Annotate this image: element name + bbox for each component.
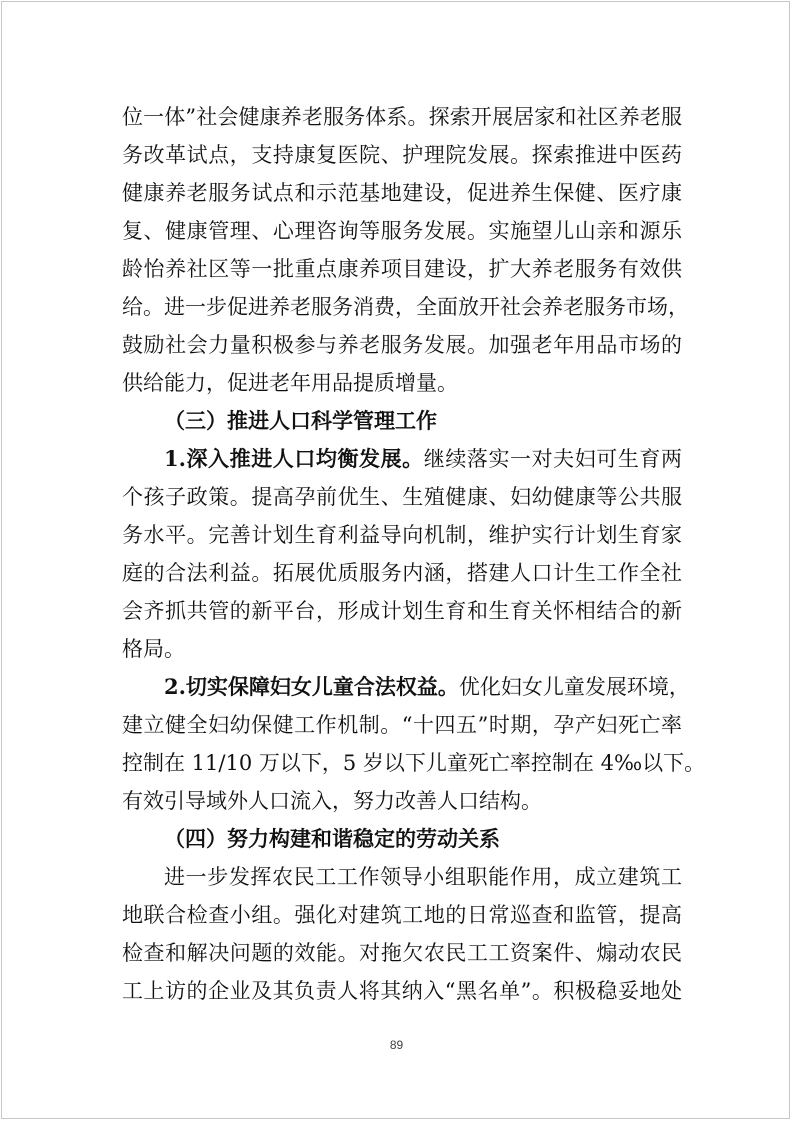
text-line: 格局。 xyxy=(122,637,185,661)
text-line: 健康养老服务试点和示范基地建设，促进养生保健、医疗康 xyxy=(122,181,682,205)
item-lead: 2.切实保障妇女儿童合法权益。 xyxy=(164,674,459,699)
text-line: 地联合检查小组。强化对建筑工地的日常巡查和监管，提高 xyxy=(122,903,682,927)
item-lead: 1.深入推进人口均衡发展。 xyxy=(164,446,424,471)
text-line: 进一步发挥农民工工作领导小组职能作用，成立建筑工 xyxy=(164,865,682,889)
text-line: 位一体”社会健康养老服务体系。探索开展居家和社区养老服 xyxy=(122,105,682,129)
text-line: 检查和解决问题的效能。对拖欠农民工工资案件、煽动农民 xyxy=(122,941,682,965)
item-text: 继续落实一对夫妇可生育两 xyxy=(423,447,683,471)
text-line: 务改革试点，支持康复医院、护理院发展。探索推进中医药 xyxy=(122,143,682,167)
text-line: 鼓励社会力量积极参与养老服务发展。加强老年用品市场的 xyxy=(122,333,682,357)
text-line: 会齐抓共管的新平台，形成计划生育和生育关怀相结合的新 xyxy=(122,599,682,623)
section-heading-4: （四）努力构建和谐稳定的劳动关系 xyxy=(164,826,500,851)
paragraph-elderly-care xyxy=(122,98,689,402)
page-number: 89 xyxy=(389,1038,404,1052)
item-text: 优化妇女儿童发展环境， xyxy=(458,675,690,699)
section-heading-3: （三）推进人口科学管理工作 xyxy=(164,408,437,433)
paragraph-labor-relations xyxy=(122,858,682,1010)
text-line: 给。进一步促进养老服务消费，全面放开社会养老服务市场， xyxy=(122,295,689,319)
text-line: 工上访的企业及其负责人将其纳入“黑名单”。积极稳妥地处 xyxy=(122,979,682,1003)
item-first-line xyxy=(122,668,690,706)
item-women-children-rights xyxy=(122,668,706,820)
text-line: 供给能力，促进老年用品提质增量。 xyxy=(122,371,458,395)
text-line: 个孩子政策。提高孕前优生、生殖健康、妇幼健康等公共服 xyxy=(122,485,682,509)
text-line: 控制在 11/10 万以下，5 岁以下儿童死亡率控制在 4‰以下。 xyxy=(122,751,706,775)
document-body xyxy=(122,98,706,1010)
text-line: 庭的合法利益。拓展优质服务内涵，搭建人口计生工作全社 xyxy=(122,561,682,585)
text-line: 有效引导域外人口流入，努力改善人口结构。 xyxy=(122,789,542,813)
text-line: 复、健康管理、心理咨询等服务发展。实施望儿山亲和源乐 xyxy=(122,219,682,243)
item-population-balance xyxy=(122,440,682,668)
text-line: 建立健全妇幼保健工作机制。“十四五”时期，孕产妇死亡率 xyxy=(122,713,682,737)
item-first-line xyxy=(122,440,682,478)
text-line: 务水平。完善计划生育利益导向机制，维护实行计划生育家 xyxy=(122,523,682,547)
text-line: 龄怡养社区等一批重点康养项目建设，扩大养老服务有效供 xyxy=(122,257,682,281)
